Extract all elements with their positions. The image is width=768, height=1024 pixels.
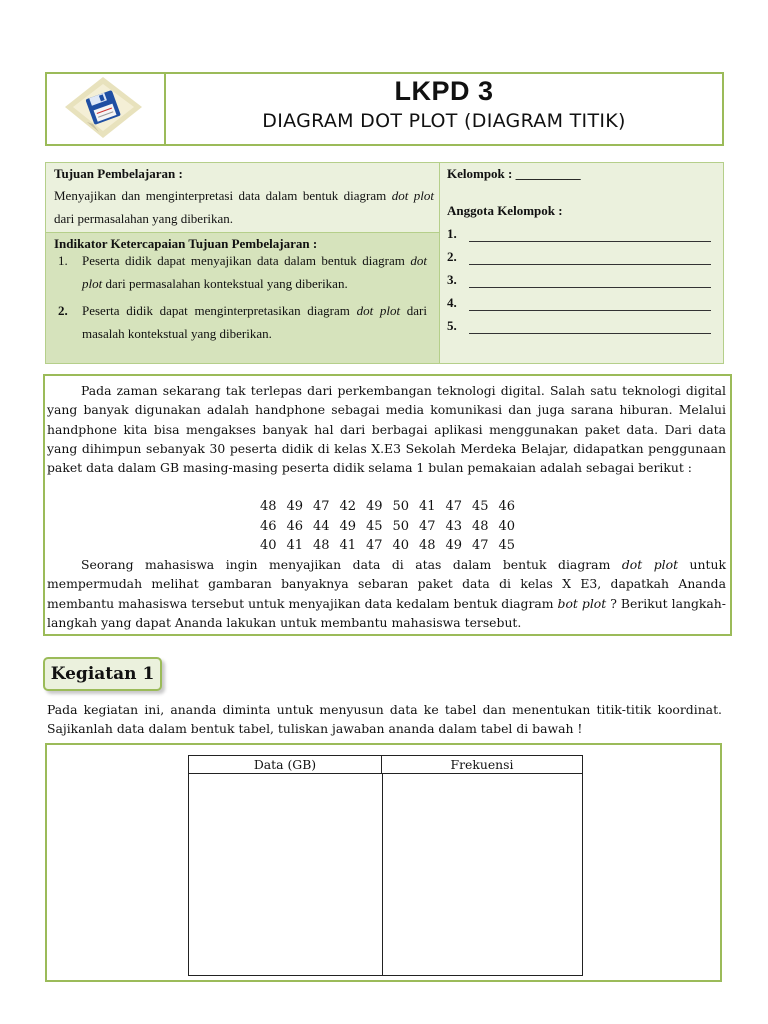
tujuan-text: Menyajikan dan menginterpretasi data dalam bentuk diagram dot plot dari permasalahan yang diberikan. [54, 188, 434, 226]
kelompok-label: Kelompok : __________ [447, 166, 581, 181]
header-box [45, 72, 724, 146]
story-paragraph-2: Seorang mahasiswa ingin menyajikan data di atas dalam bentuk diagram dot plot untuk mempermudah melihat gambaran banyaknya sebaran paket data di kelas X E3, dapatkah Ananda membantu mahasiswa tersebut untuk menyajikan data kedalam bentuk diagram bot plot ? Berikut langkah-langkah yang dapat Ananda lakukan untuk membantu mahasiswa tersebut. [47, 557, 726, 630]
kegiatan-badge: Kegiatan 1 [43, 657, 162, 691]
anggota-line [469, 275, 711, 288]
indikator-num-1: 1. [58, 253, 68, 268]
page-title: LKPD 3 [394, 76, 494, 106]
indikator-item-1: Peserta didik dapat menyajikan data dalam bentuk diagram dot plot dari permasalahan kontekstual yang diberikan. [82, 253, 427, 291]
frequency-table [188, 755, 583, 976]
tujuan-cell [46, 163, 440, 233]
data-row-1: 48 49 47 42 49 50 41 47 45 46 [259, 499, 516, 514]
table-header-frekuensi: Frekuensi [382, 756, 582, 774]
kelompok-cell [440, 163, 723, 363]
indikator-num-2: 2. [58, 303, 68, 318]
data-row-2: 46 46 44 49 45 50 47 43 48 40 [259, 518, 516, 534]
frekuensi-column-cell[interactable] [383, 774, 582, 975]
anggota-row-3[interactable]: 3. [447, 265, 717, 288]
data-values [45, 497, 730, 556]
indikator-heading: Indikator Ketercapaian Tujuan Pembelajaran : [54, 236, 318, 251]
floppy-disk-icon [47, 74, 166, 144]
kegiatan-instruction: Pada kegiatan ini, ananda diminta untuk menyusun data ke tabel dan menentukan titik-titik koordinat. Sajikanlah data dalam bentuk tabel, tuliskan jawaban ananda dalam tabel di bawah ! [47, 702, 722, 737]
anggota-line [469, 298, 711, 311]
anggota-row-2[interactable]: 2. [447, 242, 717, 265]
anggota-line [469, 321, 711, 334]
table-header-data: Data (GB) [189, 756, 382, 774]
anggota-list [447, 219, 717, 334]
indikator-item-2: Peserta didik dapat menginterpretasikan diagram dot plot dari masalah kontekstual yang diberikan. [82, 303, 427, 341]
anggota-line [469, 252, 711, 265]
answer-box [45, 743, 722, 982]
data-row-3: 40 41 48 41 47 40 48 49 47 45 [259, 538, 516, 553]
logo-cell [47, 74, 166, 144]
page-subtitle: DIAGRAM DOT PLOT (DIAGRAM TITIK) [262, 110, 626, 132]
data-column-cell[interactable] [189, 774, 381, 975]
story-paragraph-1: Pada zaman sekarang tak terlepas dari perkembangan teknologi digital. Salah satu teknologi digital yang banyak digunakan adalah handphone sebagai media komunikasi dan juga sarana hiburan. Melalui handphone kita bisa mengakses banyak hal dari berbagai aplikasi menggunakan paket data. Dari data yang dihimpun sebanyak 30 peserta didik di kelas X.E3 Sekolah Merdeka Belajar, didapatkan penggunaan paket data dalam GB masing-masing peserta didik selama 1 bulan pemakaian adalah sebagai berikut : [47, 383, 726, 476]
tujuan-heading: Tujuan Pembelajaran : [54, 166, 183, 181]
indikator-cell [46, 233, 440, 363]
info-table [45, 162, 724, 364]
anggota-line [469, 229, 711, 242]
anggota-heading: Anggota Kelompok : [447, 203, 563, 218]
anggota-row-4[interactable]: 4. [447, 288, 717, 311]
anggota-row-5[interactable]: 5. [447, 311, 717, 334]
story-box [43, 374, 732, 636]
anggota-row-1[interactable]: 1. [447, 219, 717, 242]
